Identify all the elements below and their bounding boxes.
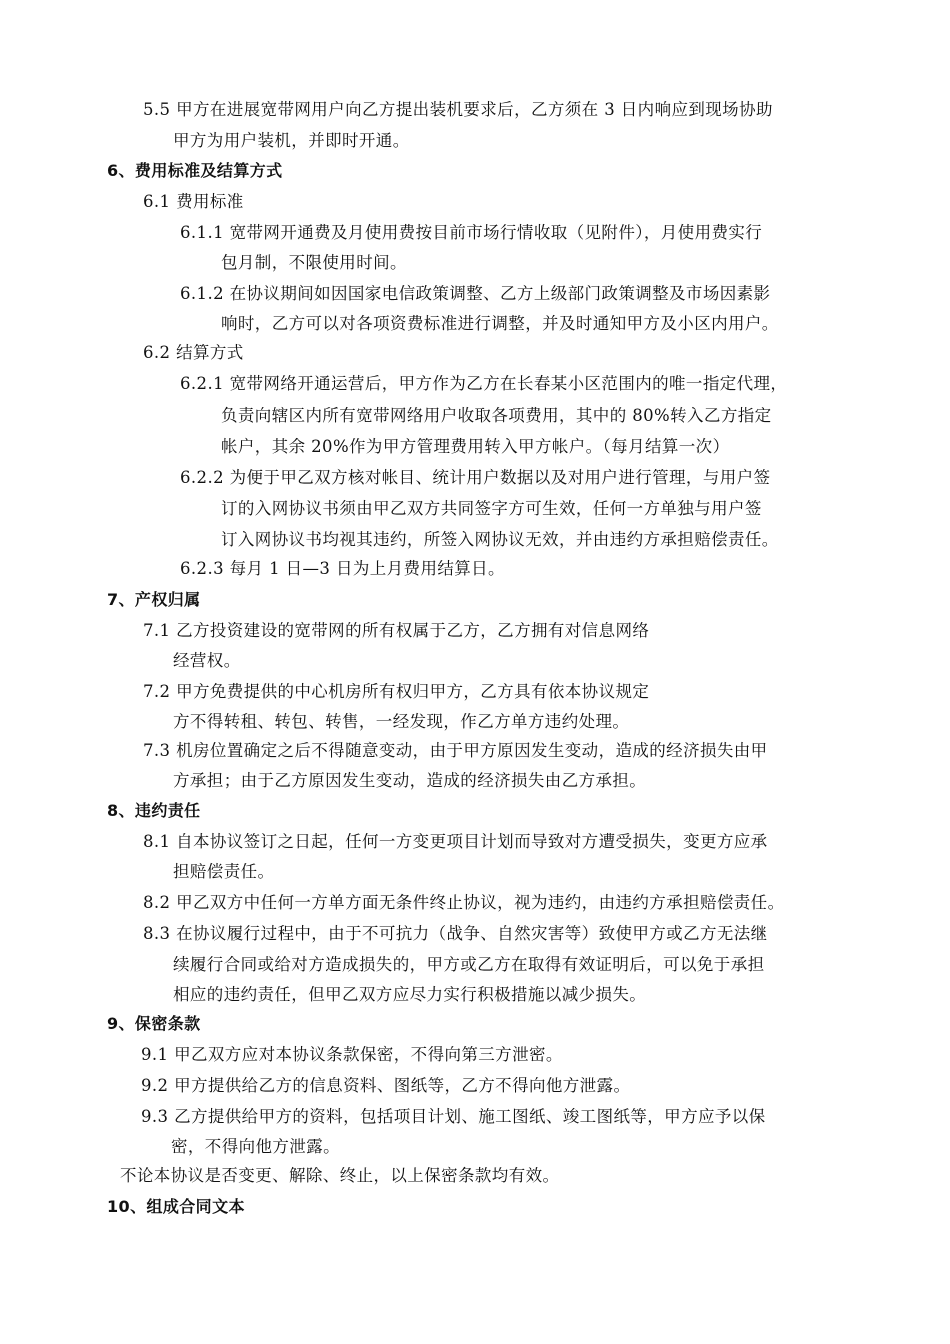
confidentiality-note: 不论本协议是否变更、解除、终止，以上保密条款均有效。 — [120, 1166, 560, 1185]
clause-5-5-line-2: 甲方为用户装机，并即时开通。 — [173, 131, 410, 150]
clause-7-2-line-2: 方不得转租、转包、转售，一经发现，作乙方单方违约处理。 — [173, 712, 630, 731]
clause-7-3-line-2: 方承担；由于乙方原因发生变动，造成的经济损失由乙方承担。 — [173, 771, 647, 790]
clause-7-1-line-1: 7.1 乙方投资建设的宽带网的所有权属于乙方，乙方拥有对信息网络 — [143, 621, 650, 640]
clause-8-1-line-1: 8.1 自本协议签订之日起，任何一方变更项目计划而导致对方遭受损失，变更方应承 — [143, 832, 768, 851]
subsection-6-1-heading: 6.1 费用标准 — [143, 192, 244, 211]
clause-7-1-line-2: 经营权。 — [173, 651, 241, 670]
clause-6-2-3: 6.2.3 每月 1 日—3 日为上月费用结算日。 — [180, 559, 505, 578]
clause-6-2-1-line-2: 负责向辖区内所有宽带网络用户收取各项费用，其中的 80%转入乙方指定 — [221, 406, 772, 425]
clause-6-2-2-line-2: 订的入网协议书须由甲乙双方共同签字方可生效，任何一方单独与用户签 — [221, 499, 762, 518]
clause-9-3-line-1: 9.3 乙方提供给甲方的资料，包括项目计划、施工图纸、竣工图纸等，甲方应予以保 — [141, 1107, 766, 1126]
clause-9-3-line-2: 密，不得向他方泄露。 — [171, 1137, 340, 1156]
clause-6-2-1-line-1: 6.2.1 宽带网络开通运营后，甲方作为乙方在长春某小区范围内的唯一指定代理， — [180, 374, 788, 393]
clause-5-5-line-1: 5.5 甲方在进展宽带网用户向乙方提出装机要求后，乙方须在 3 日内响应到现场协助 — [143, 100, 773, 119]
clause-6-1-1-line-2: 包月制，不限使用时间。 — [221, 253, 407, 272]
section-6-heading: 6、费用标准及结算方式 — [107, 161, 283, 180]
clause-6-1-1-line-1: 6.1.1 宽带网开通费及月使用费按目前市场行情收取（见附件），月使用费实行 — [180, 223, 763, 242]
clause-6-1-2-line-1: 6.1.2 在协议期间如因国家电信政策调整、乙方上级部门政策调整及市场因素影 — [180, 284, 771, 303]
section-10-heading: 10、组成合同文本 — [107, 1197, 245, 1216]
clause-7-3-line-1: 7.3 机房位置确定之后不得随意变动，由于甲方原因发生变动，造成的经济损失由甲 — [143, 741, 768, 760]
section-9-heading: 9、保密条款 — [107, 1014, 201, 1033]
section-7-heading: 7、产权归属 — [107, 590, 201, 609]
clause-9-1: 9.1 甲乙双方应对本协议条款保密，不得向第三方泄密。 — [141, 1045, 563, 1064]
clause-6-1-2-line-2: 响时，乙方可以对各项资费标准进行调整，并及时通知甲方及小区内用户。 — [221, 314, 779, 333]
section-8-heading: 8、违约责任 — [107, 801, 201, 820]
clause-7-2-line-1: 7.2 甲方免费提供的中心机房所有权归甲方，乙方具有依本协议规定 — [143, 682, 650, 701]
clause-8-3-line-3: 相应的违约责任，但甲乙双方应尽力实行积极措施以减少损失。 — [173, 985, 647, 1004]
clause-9-2: 9.2 甲方提供给乙方的信息资料、图纸等，乙方不得向他方泄露。 — [141, 1076, 631, 1095]
clause-8-3-line-2: 续履行合同或给对方造成损失的，甲方或乙方在取得有效证明后，可以免于承担 — [173, 955, 765, 974]
clause-8-3-line-1: 8.3 在协议履行过程中，由于不可抗力（战争、自然灾害等）致使甲方或乙方无法继 — [143, 924, 768, 943]
clause-6-2-1-line-3: 帐户，其余 20%作为甲方管理费用转入甲方帐户。（每月结算一次） — [221, 437, 730, 456]
clause-6-2-2-line-3: 订入网协议书均视其违约，所签入网协议无效，并由违约方承担赔偿责任。 — [221, 530, 779, 549]
clause-8-1-line-2: 担赔偿责任。 — [173, 862, 275, 881]
clause-8-2: 8.2 甲乙双方中任何一方单方面无条件终止协议，视为违约，由违约方承担赔偿责任。 — [143, 893, 785, 912]
subsection-6-2-heading: 6.2 结算方式 — [143, 343, 244, 362]
clause-6-2-2-line-1: 6.2.2 为便于甲乙双方核对帐目、统计用户数据以及对用户进行管理，与用户签 — [180, 468, 771, 487]
